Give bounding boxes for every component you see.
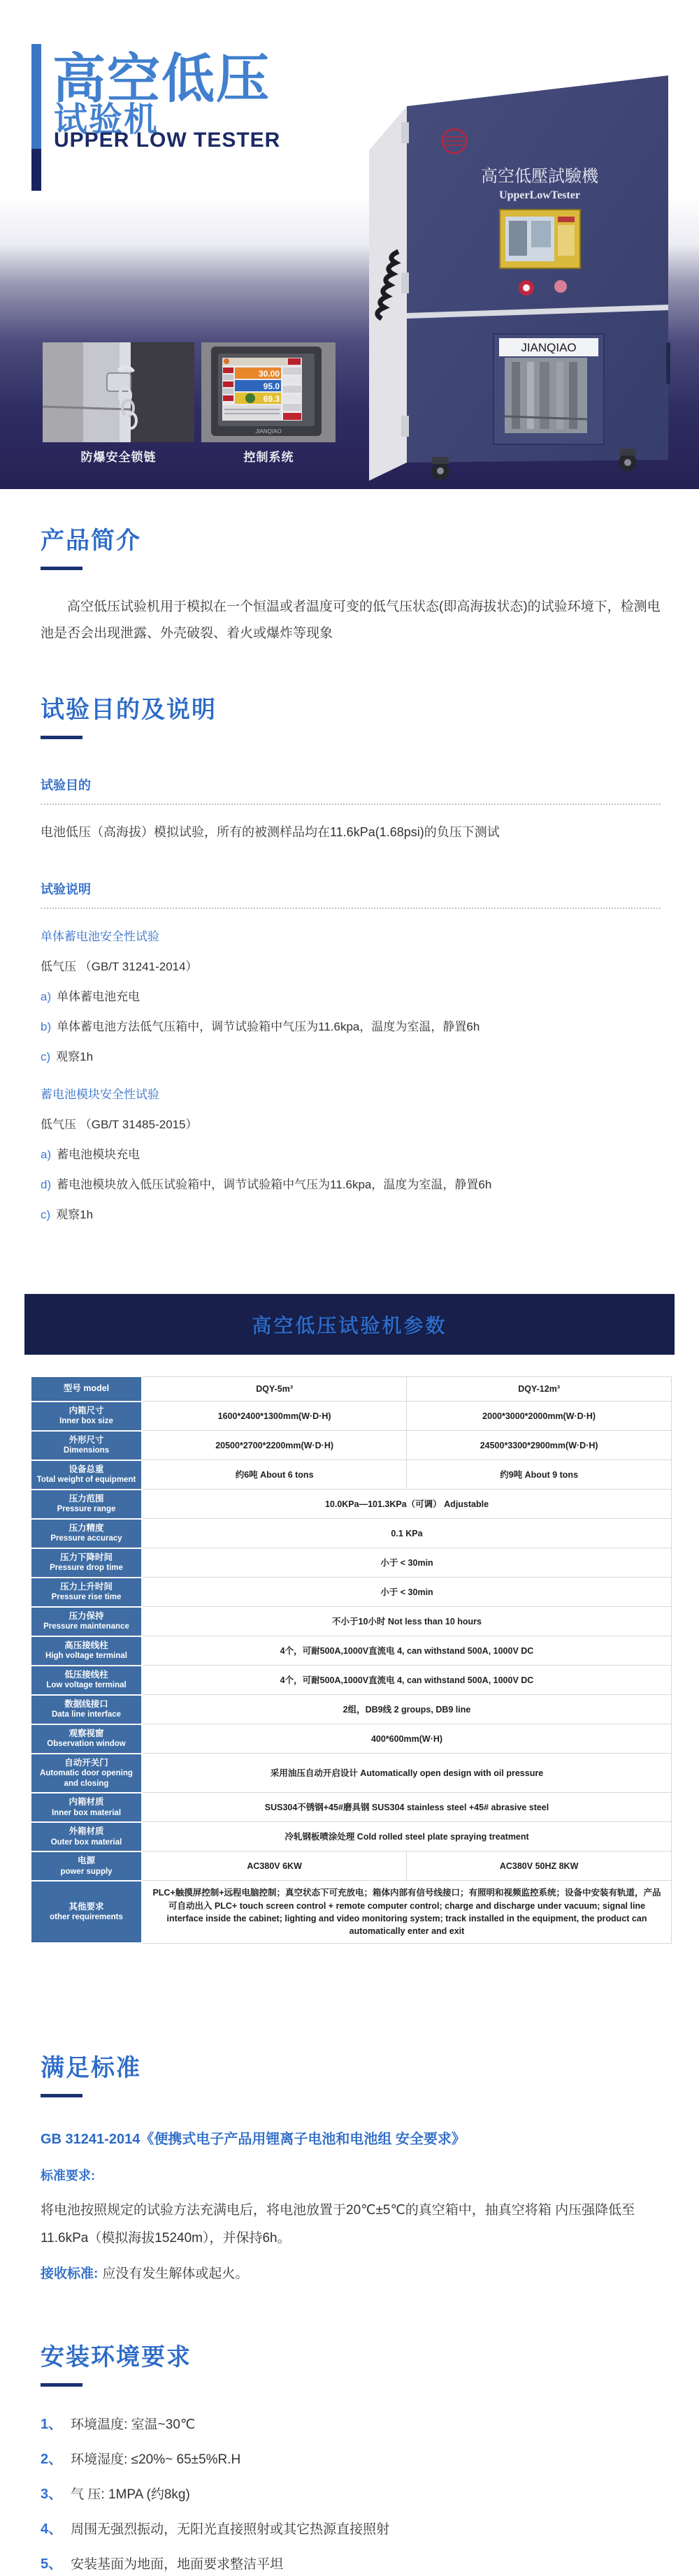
spec-row-label <box>31 1724 142 1754</box>
intro-body-text: 高空低压试验机用于模拟在一个恒温或者温度可变的低气压状态(即高海拔状态)的试验环境下，检测电池是否会出现泄露、外壳破裂、着火或爆炸等现象 <box>41 599 661 641</box>
machine-label-en: UpperLowTester <box>499 189 580 201</box>
spec-row-label <box>31 1666 142 1695</box>
spec-row-label <box>31 1754 142 1793</box>
step-text: 蓄电池模块充电 <box>57 1147 140 1161</box>
test-step-item <box>41 987 661 1006</box>
install-item-text: 环境温度: 室温~30℃ <box>71 2417 196 2433</box>
hero-banner <box>0 0 699 489</box>
spec-row-label <box>31 1636 142 1666</box>
test-group-standard: 低气压 （GB/T 31241-2014） <box>41 959 198 973</box>
install-requirements-section <box>0 2338 699 2576</box>
install-item-number: 4、 <box>41 2522 63 2538</box>
spec-value: PLC+触摸屏控制+远程电脑控制；真空状态下可充放电；箱体内部有信号线接口；有照明和视频监控系统；设备中安装有轨道，产品可自动出入 PLC+ touch screen control + remote computer control; charge and discharge under vacuum; signal line interface inside the cabinet; lighting and video monitoring system; track installed in the equipment, the product can automatically enter and exit <box>142 1881 672 1944</box>
spec-value: 约6吨 About 6 tons <box>142 1460 407 1490</box>
standards-section <box>0 2049 699 2286</box>
spec-value: 4个，可耐500A,1000V直流电 4, can withstand 500A, 1000V DC <box>142 1666 672 1695</box>
spec-value: 小于 < 30min <box>142 1578 672 1607</box>
spec-label-cn: 压力范围 <box>69 1493 104 1504</box>
test-step-groups <box>41 927 661 1225</box>
spec-row <box>31 1548 672 1578</box>
spec-value: 4个，可耐500A,1000V直流电 4, can withstand 500A, 1000V DC <box>142 1636 672 1666</box>
test-step-item <box>41 1205 661 1224</box>
spec-value: 冷轧钢板喷涂处理 Cold rolled steel plate spraying treatment <box>142 1822 672 1851</box>
spec-row-label <box>31 1431 142 1460</box>
intro-heading: 产品简介 <box>41 527 141 554</box>
acceptance-body: 应没有发生解体或起火。 <box>102 2266 249 2282</box>
spec-label-en: other requirements <box>50 1913 123 1922</box>
spec-value: 2组，DB9线 2 groups, DB9 line <box>142 1695 672 1724</box>
spec-value: DQY-5m³ <box>142 1376 407 1401</box>
spec-row-label <box>31 1607 142 1636</box>
spec-value: 小于 < 30min <box>142 1548 672 1578</box>
step-text: 单体蓄电池充电 <box>57 989 140 1003</box>
spec-label-en: Pressure rise time <box>51 1593 122 1602</box>
spec-row <box>31 1754 672 1793</box>
title-accent-bar <box>31 44 41 149</box>
test-group-title: 单体蓄电池安全性试验 <box>41 929 159 943</box>
pink-button-icon <box>554 280 567 293</box>
test-step-group <box>41 1085 661 1225</box>
purpose-heading: 试验目的及说明 <box>41 697 217 723</box>
spec-row <box>31 1666 672 1695</box>
spec-table-body <box>31 1376 672 1943</box>
spec-label-cn: 数据线接口 <box>64 1698 108 1709</box>
acceptance-line <box>41 2262 661 2286</box>
screen-temp-value: 30.00 <box>258 369 280 379</box>
install-heading: 安装环境要求 <box>41 2344 192 2371</box>
spec-row-label <box>31 1402 142 1431</box>
spec-value: 24500*3300*2900mm(W·D·H) <box>407 1431 672 1460</box>
spec-value: AC380V 50HZ 8KW <box>407 1851 672 1881</box>
install-item-number: 2、 <box>41 2452 63 2468</box>
spec-label-cn: 内箱材质 <box>69 1796 104 1807</box>
spec-label-cn: 型号 model <box>63 1383 110 1394</box>
install-item-number: 1、 <box>41 2417 63 2433</box>
spec-label-cn: 压力下降时间 <box>59 1552 113 1562</box>
spec-value: 采用油压自动开启设计 Automatically open design with oil pressure <box>142 1754 672 1793</box>
spec-label-en: High voltage terminal <box>45 1652 127 1661</box>
spec-label-cn: 压力上升时间 <box>59 1581 113 1592</box>
screen-humidity-value: 95.0 <box>263 381 280 391</box>
spec-value: 不小于10小时 Not less than 10 hours <box>142 1607 672 1636</box>
spec-value: 约9吨 About 9 tons <box>407 1460 672 1490</box>
intro-heading-underline <box>41 567 82 570</box>
screen-left-menu <box>223 368 233 401</box>
step-marker: c) <box>41 1208 51 1222</box>
spec-row <box>31 1578 672 1607</box>
spec-row <box>31 1636 672 1666</box>
spec-value: 10.0KPa—101.3KPa（可调） Adjustable <box>142 1490 672 1519</box>
spec-value: SUS304不锈钢+45#磨具钢 SUS304 stainless steel +45# abrasive steel <box>142 1793 672 1822</box>
machine-label-cn: 高空低壓試驗機 <box>481 168 598 186</box>
acceptance-label: 接收标准: <box>41 2266 99 2282</box>
spec-label-cn: 观察视窗 <box>69 1728 104 1738</box>
install-item-number: 3、 <box>41 2487 63 2503</box>
spec-row-label <box>31 1881 142 1944</box>
product-title-en: UPPER LOW TESTER <box>54 129 281 152</box>
spec-label-cn: 外形尺寸 <box>69 1434 104 1445</box>
spec-label-cn: 电源 <box>77 1855 95 1865</box>
spec-value: 2000*3000*2000mm(W·D·H) <box>407 1402 672 1431</box>
install-item-text: 安装基面为地面，地面要求整洁平坦 <box>71 2557 284 2573</box>
step-marker: a) <box>41 1147 52 1161</box>
spec-label-en: Outer box material <box>50 1838 122 1847</box>
spec-label-cn: 压力保持 <box>69 1610 104 1621</box>
control-system-photo <box>201 342 336 442</box>
test-step-item <box>41 1017 661 1036</box>
spec-row <box>31 1695 672 1724</box>
controller-brand-text: JIANQIAO <box>255 428 282 435</box>
spec-label-en: Automatic door opening and closing <box>40 1769 133 1788</box>
machine-brand-text: JIANQIAO <box>521 341 577 354</box>
photo1-caption: 防爆安全锁链 <box>80 451 157 464</box>
spec-row <box>31 1431 672 1460</box>
door-handle <box>666 342 670 384</box>
spec-row-label <box>31 1695 142 1724</box>
spec-label-cn: 内箱尺寸 <box>69 1405 104 1416</box>
test-group-standard: 低气压 （GB/T 31485-2015） <box>41 1117 198 1131</box>
standard-requirement-label: 标准要求: <box>41 2169 95 2183</box>
spec-row-label <box>31 1548 142 1578</box>
spec-label-cn: 低压接线柱 <box>64 1669 108 1680</box>
spec-row-label <box>31 1822 142 1851</box>
product-subtitle-cn: 试验机 <box>54 101 159 138</box>
install-item-number: 5、 <box>41 2556 63 2573</box>
caster-icon <box>619 453 637 472</box>
install-item <box>41 2518 661 2541</box>
spec-label-en: Low voltage terminal <box>46 1681 127 1690</box>
spec-row <box>31 1376 672 1401</box>
test-purpose-section <box>0 690 699 1224</box>
spec-row <box>31 1793 672 1822</box>
install-item-text: 气 压: 1MPA (约8kg) <box>71 2487 190 2503</box>
spec-value: 20500*2700*2200mm(W·D·H) <box>142 1431 407 1460</box>
spec-table <box>30 1376 672 1944</box>
install-item <box>41 2448 661 2471</box>
spec-label-en: power supply <box>60 1867 113 1876</box>
spec-row-label <box>31 1490 142 1519</box>
test-step-item <box>41 1175 661 1194</box>
spec-label-en: Pressure maintenance <box>43 1622 129 1631</box>
hinge-icon <box>401 416 409 437</box>
test-step-item <box>41 1145 661 1164</box>
standards-heading-underline <box>41 2094 82 2097</box>
standards-heading: 满足标准 <box>41 2055 141 2082</box>
spec-row-label <box>31 1793 142 1822</box>
hinge-icon <box>401 122 409 143</box>
install-heading-underline <box>41 2383 82 2387</box>
spec-value: 0.1 KPa <box>142 1519 672 1548</box>
step-marker: b) <box>41 1020 52 1034</box>
spec-label-en: Inner box material <box>51 1808 122 1817</box>
spec-label-en: Data line interface <box>51 1710 122 1719</box>
spec-row <box>31 1607 672 1636</box>
title-accent-bar-dark <box>31 149 41 191</box>
photo2-caption: 控制系统 <box>243 451 294 464</box>
spec-value: 400*600mm(W·H) <box>142 1724 672 1754</box>
spec-row <box>31 1460 672 1490</box>
step-text: 观察1h <box>56 1050 94 1064</box>
params-panel-title: 高空低压试验机参数 <box>252 1314 447 1337</box>
test-group-title: 蓄电池模块安全性试验 <box>41 1087 159 1101</box>
purpose-heading-underline <box>41 736 82 739</box>
install-item-text: 周围无强烈振动，无阳光直接照射或其它热源直接照射 <box>71 2522 390 2538</box>
spec-value: AC380V 6KW <box>142 1851 407 1881</box>
spec-label-en: Inner box size <box>59 1417 113 1426</box>
spec-row <box>31 1851 672 1881</box>
spec-row <box>31 1490 672 1519</box>
step-text: 观察1h <box>56 1208 94 1222</box>
step-marker: a) <box>41 989 52 1003</box>
machine-side-panel <box>369 106 407 481</box>
step-text: 蓄电池模块放入低压试验箱中，调节试验箱中气压为11.6kpa，温度为室温，静置6h <box>57 1178 492 1192</box>
test-chamber-image <box>356 42 685 489</box>
spec-label-cn: 自动开关门 <box>64 1757 108 1768</box>
caster-icon <box>431 462 449 480</box>
spec-label-cn: 其他要求 <box>69 1901 104 1912</box>
spec-label-cn: 设备总重 <box>69 1464 104 1474</box>
spec-label-en: Dimensions <box>63 1446 110 1455</box>
install-list <box>41 2413 661 2576</box>
test-step-item <box>41 1047 661 1066</box>
spec-label-en: Total weight of equipment <box>36 1476 136 1485</box>
spec-row-label <box>31 1519 142 1548</box>
test-step-group <box>41 927 661 1067</box>
install-item <box>41 2413 661 2436</box>
spec-row-label <box>31 1578 142 1607</box>
product-title-cn: 高空低压 <box>52 50 271 109</box>
spec-label-cn: 外箱材质 <box>69 1826 104 1836</box>
install-item <box>41 2483 661 2506</box>
spec-row <box>31 1519 672 1548</box>
product-intro-section <box>0 521 699 647</box>
standard-gb-line: GB 31241-2014《便携式电子产品用锂离子电池和电池组 安全要求》 <box>41 2132 466 2148</box>
spec-label-en: Pressure drop time <box>50 1564 123 1573</box>
test-purpose-label: 试验目的 <box>41 776 661 805</box>
step-marker: d) <box>41 1178 52 1192</box>
standard-requirement-body: 将电池按照规定的试验方法充满电后，将电池放置于20℃±5℃的真空箱中，抽真空将箱 内压强降低至 11.6kPa（模拟海拔15240m），并保持6h。 <box>41 2203 635 2246</box>
spec-row-label <box>31 1851 142 1881</box>
spec-row-label <box>31 1376 142 1401</box>
spec-row <box>31 1724 672 1754</box>
spec-label-en: Observation window <box>47 1740 126 1749</box>
step-marker: c) <box>41 1050 51 1064</box>
spec-value: DQY-12m³ <box>407 1376 672 1401</box>
spec-value: 1600*2400*1300mm(W·D·H) <box>142 1402 407 1431</box>
safety-chain-photo <box>43 342 194 442</box>
step-text: 单体蓄电池方法低气压箱中，调节试验箱中气压为11.6kpa，温度为室温，静置6h <box>57 1020 480 1034</box>
spec-label-cn: 高压接线柱 <box>64 1640 108 1650</box>
spec-label-en: Pressure range <box>57 1505 116 1514</box>
params-panel-title-bar <box>24 1294 675 1355</box>
spec-row-label <box>31 1460 142 1490</box>
spec-label-en: Pressure accuracy <box>50 1534 122 1543</box>
install-item-text: 环境湿度: ≤20%~ 65±5%R.H <box>71 2452 241 2468</box>
install-item <box>41 2553 661 2576</box>
spec-row <box>31 1822 672 1851</box>
hinge-icon <box>401 272 409 293</box>
spec-row <box>31 1402 672 1431</box>
test-description-label: 试验说明 <box>41 880 661 909</box>
screen-third-value: 69.3 <box>263 394 280 404</box>
spec-label-cn: 压力精度 <box>69 1522 104 1533</box>
spec-row <box>31 1881 672 1944</box>
test-purpose-text: 电池低压（高海拔）模拟试验，所有的被测样品均在11.6kPa(1.68psi)的负压下测试 <box>41 825 500 839</box>
